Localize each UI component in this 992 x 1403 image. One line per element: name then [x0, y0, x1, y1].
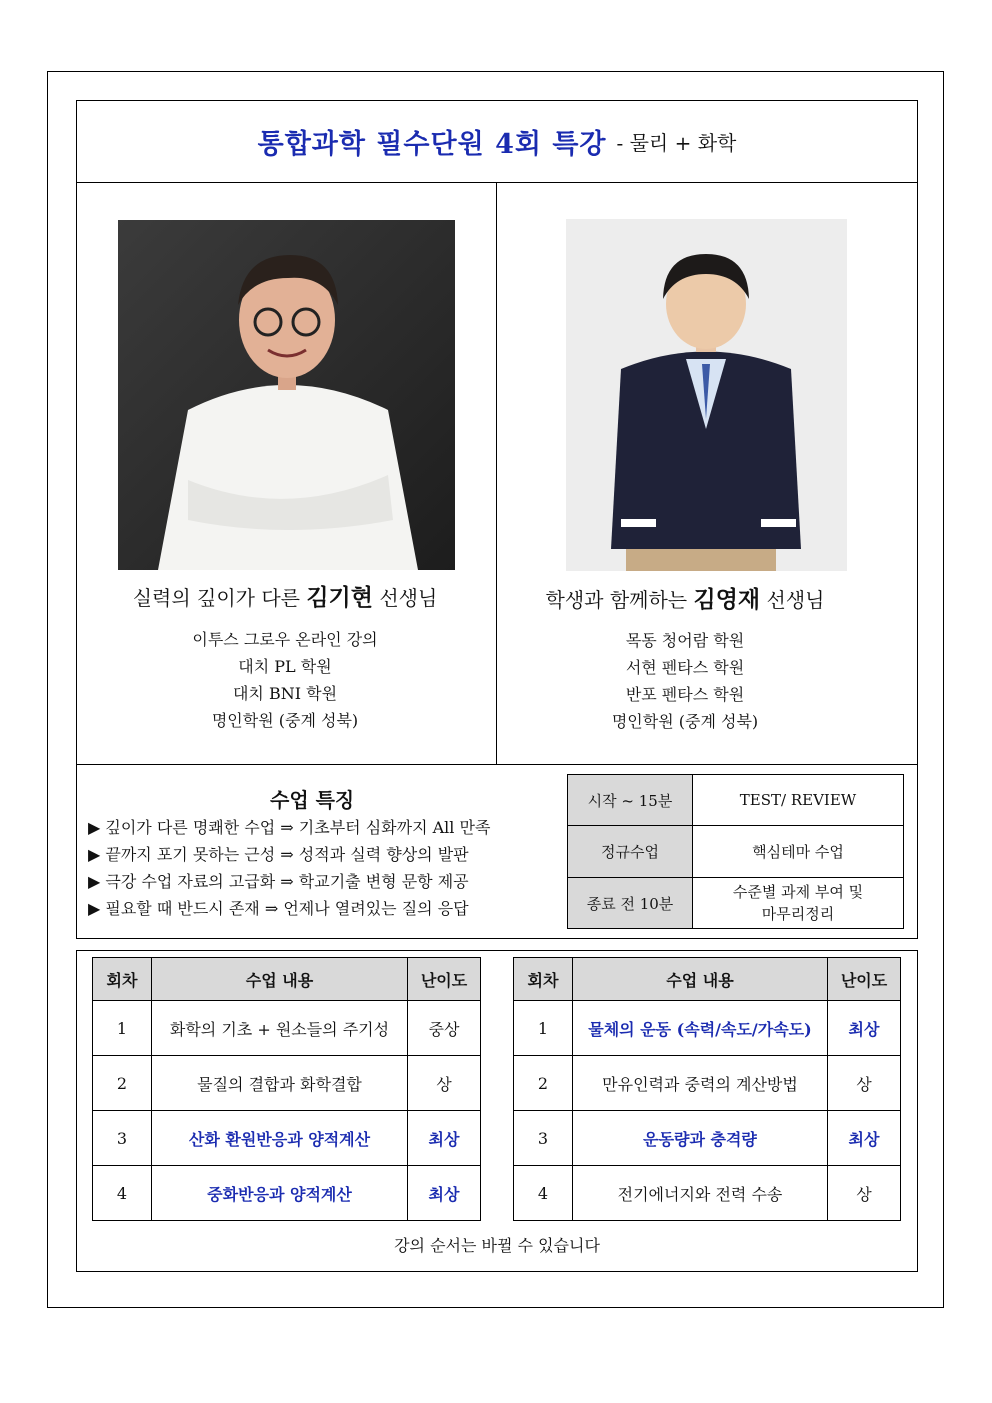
features-list — [88, 814, 490, 922]
schedule-row — [568, 878, 904, 929]
teacher-1-career — [90, 626, 480, 734]
lesson-content: 물질의 결합과 화학결합 — [152, 1056, 408, 1111]
schedule-label: 종료 전 10분 — [568, 878, 693, 929]
schedule-label: 시작 ~ 15분 — [568, 775, 693, 826]
class-schedule-table — [567, 774, 904, 929]
table-row — [514, 1001, 901, 1056]
lesson-level: 최상 — [408, 1166, 481, 1221]
lesson-content: 화학의 기초 + 원소들의 주기성 — [152, 1001, 408, 1056]
feature-item: ▶ 필요할 때 반드시 존재 ⇒ 언제나 열려있는 질의 응답 — [88, 899, 469, 918]
chemistry-lessons-table — [92, 957, 481, 1221]
table-row — [514, 1056, 901, 1111]
teacher-2-career — [500, 627, 870, 735]
col-level: 난이도 — [828, 958, 901, 1001]
schedule-label: 정규수업 — [568, 826, 693, 878]
schedule-value: TEST/ REVIEW — [693, 775, 904, 826]
col-round: 회차 — [514, 958, 573, 1001]
lesson-level: 상 — [828, 1056, 901, 1111]
teacher-photo-kim-kihyun — [118, 220, 455, 570]
schedule-row — [568, 826, 904, 878]
teacher-2-name: 김영재 — [693, 586, 761, 613]
col-level: 난이도 — [408, 958, 481, 1001]
lesson-content: 전기에너지와 전력 수송 — [573, 1166, 828, 1221]
lesson-level: 중상 — [408, 1001, 481, 1056]
lesson-round: 4 — [93, 1166, 152, 1221]
lesson-level: 상 — [828, 1166, 901, 1221]
schedule-note: 강의 순서는 바뀔 수 있습니다 — [394, 1236, 600, 1255]
lesson-round: 3 — [93, 1111, 152, 1166]
lesson-level: 상 — [408, 1056, 481, 1111]
lesson-round: 2 — [514, 1056, 573, 1111]
col-content: 수업 내용 — [573, 958, 828, 1001]
title-bar — [76, 100, 918, 183]
lesson-level: 최상 — [408, 1111, 481, 1166]
lesson-round: 4 — [514, 1166, 573, 1221]
lesson-round: 2 — [93, 1056, 152, 1111]
lesson-content: 운동량과 충격량 — [573, 1111, 828, 1166]
table-row — [514, 1166, 901, 1221]
page-title: 통합과학 필수단원 4회 특강 — [257, 129, 607, 160]
table-row — [93, 1166, 481, 1221]
feature-item: ▶ 극강 수업 자료의 고급화 ⇒ 학교기출 변형 문항 제공 — [88, 872, 469, 891]
lesson-content: 중화반응과 양적계산 — [152, 1166, 408, 1221]
lesson-content: 만유인력과 중력의 계산방법 — [573, 1056, 828, 1111]
teacher-1-suffix: 선생님 — [379, 586, 438, 610]
schedule-value-line: 수준별 과제 부여 및 — [732, 883, 864, 901]
table-row — [93, 1001, 481, 1056]
feature-item: ▶ 끝까지 포기 못하는 근성 ⇒ 성적과 실력 향상의 발판 — [88, 845, 469, 864]
feature-item: ▶ 깊이가 다른 명쾌한 수업 ⇒ 기초부터 심화까지 All 만족 — [88, 818, 491, 837]
schedule-row — [568, 775, 904, 826]
career-item: 반포 펜타스 학원 — [625, 685, 745, 704]
career-item: 대치 PL 학원 — [238, 657, 332, 676]
lesson-round: 1 — [93, 1001, 152, 1056]
lesson-round: 3 — [514, 1111, 573, 1166]
lesson-level: 최상 — [828, 1001, 901, 1056]
teacher-1-prefix: 실력의 깊이가 다른 — [132, 586, 300, 610]
teacher-1-caption — [90, 579, 480, 612]
schedule-value — [693, 878, 904, 929]
lesson-level: 최상 — [828, 1111, 901, 1166]
col-round: 회차 — [93, 958, 152, 1001]
teacher-2-caption — [500, 581, 870, 614]
lesson-content: 산화 환원반응과 양적계산 — [152, 1111, 408, 1166]
schedule-value-line: 마무리정리 — [761, 905, 835, 923]
col-content: 수업 내용 — [152, 958, 408, 1001]
features-title: 수업 특징 — [270, 788, 355, 812]
schedule-value: 핵심테마 수업 — [693, 826, 904, 878]
table-header-row — [514, 958, 901, 1001]
teacher-2-prefix: 학생과 함께하는 — [545, 588, 688, 612]
career-item: 서현 펜타스 학원 — [625, 658, 745, 677]
career-item: 이투스 그로우 온라인 강의 — [192, 630, 378, 649]
table-row — [93, 1056, 481, 1111]
page-subtitle: - 물리 + 화학 — [616, 131, 737, 155]
physics-lessons-table — [513, 957, 901, 1221]
career-item: 목동 청어람 학원 — [625, 631, 745, 650]
teachers-divider — [496, 182, 497, 765]
table-header-row — [93, 958, 481, 1001]
career-item: 명인학원 (중계 성북) — [211, 711, 359, 730]
teacher-2-suffix: 선생님 — [766, 588, 825, 612]
career-item: 대치 BNI 학원 — [232, 684, 338, 703]
teacher-1-name: 김기현 — [306, 584, 373, 611]
lesson-content: 물체의 운동 (속력/속도/가속도) — [573, 1001, 828, 1056]
career-item: 명인학원 (중계 성북) — [611, 712, 759, 731]
teacher-photo-kim-youngjae — [566, 219, 847, 571]
table-row — [514, 1111, 901, 1166]
lesson-round: 1 — [514, 1001, 573, 1056]
table-row — [93, 1111, 481, 1166]
